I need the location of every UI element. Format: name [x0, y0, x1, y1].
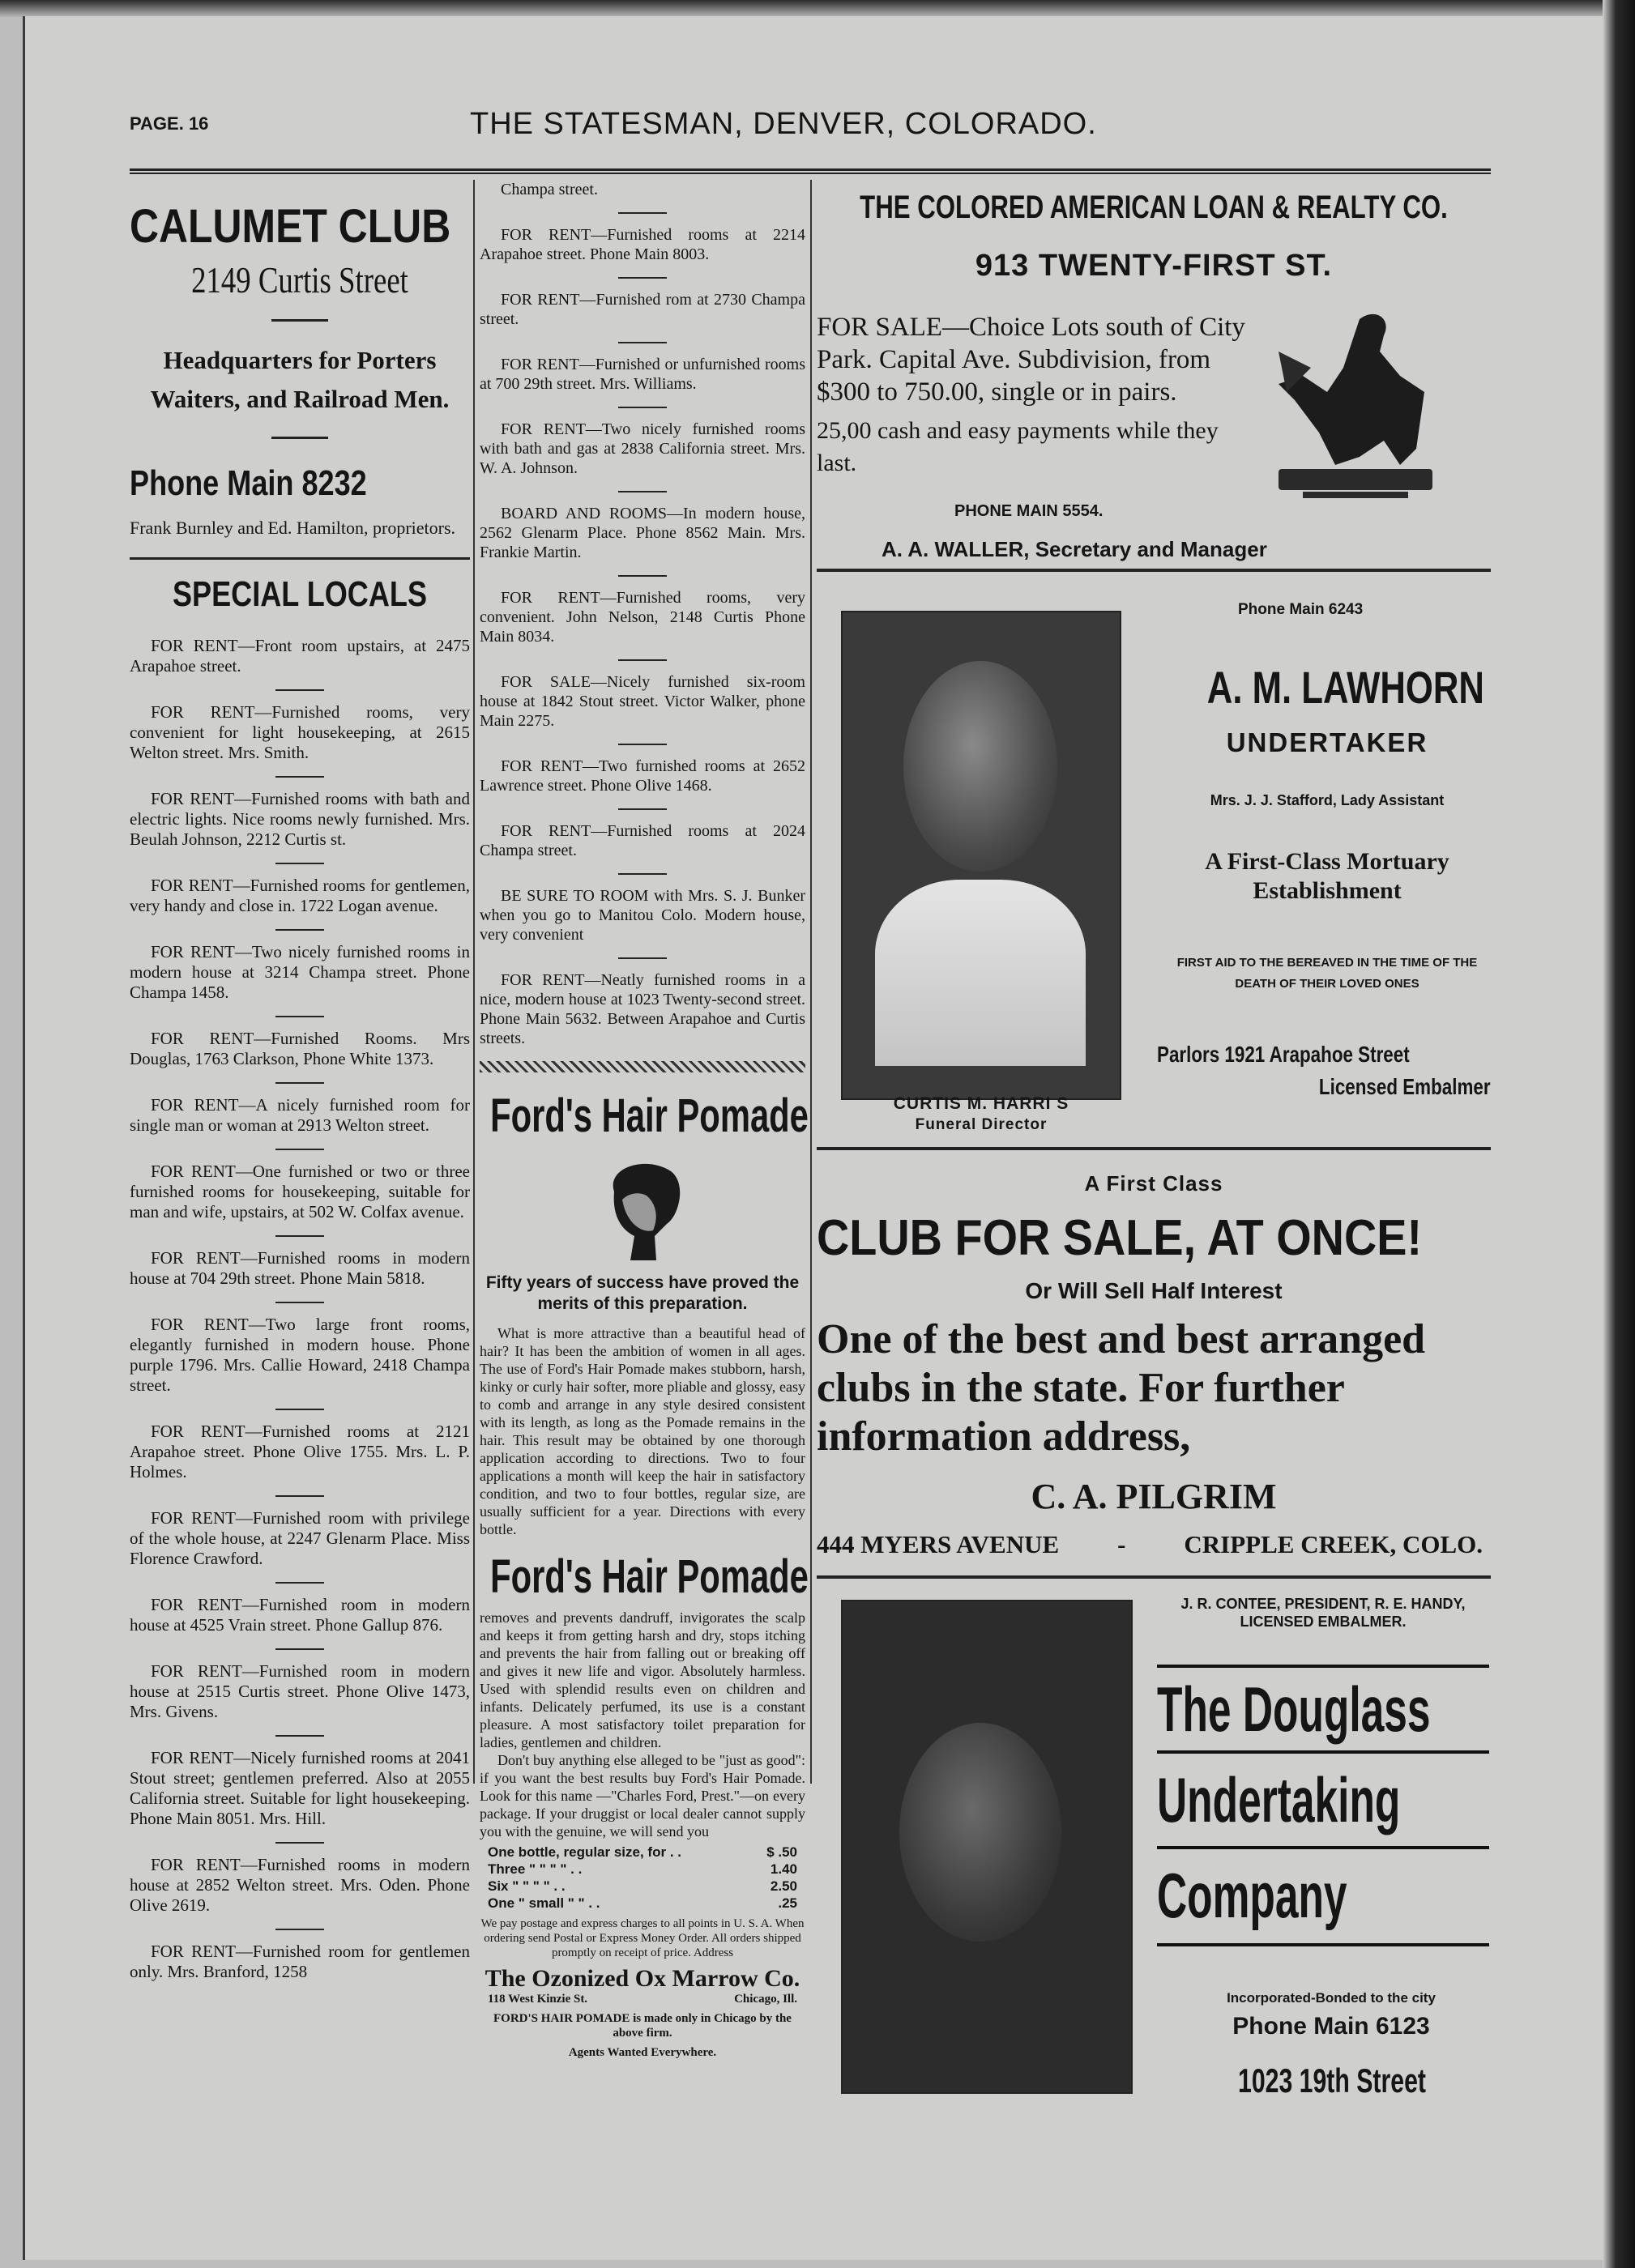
loan-manager: A. A. WALLER, Secretary and Manager [882, 537, 1267, 561]
pomade-headline: Ford's Hair Pomade [490, 1089, 809, 1142]
divider [275, 689, 324, 691]
divider [618, 342, 667, 343]
club-sale-address [817, 1530, 1491, 1559]
loan-company-street: 913 TWENTY-FIRST ST. [975, 249, 1333, 283]
divider [275, 1082, 324, 1084]
divider [618, 957, 667, 959]
price-list [480, 1844, 805, 1912]
ornamental-border [480, 1061, 805, 1072]
masthead-rule [130, 168, 1491, 174]
pomade-body-3: Don't buy anything else alleged to be "just as good": if you want the best results buy Ford's Hair Pomade. Look for this name —"Charles Ford, Prest."—on every package. If your druggist or local dealer cannot supply you with the genuine, we will send you [480, 1752, 805, 1840]
scan-top-edge [0, 0, 1635, 18]
classified-ad: BE SURE TO ROOM with Mrs. S. J. Bunker when you go to Manitou Colo. Modern house, very convenient [480, 887, 805, 944]
calumet-club-proprietors: Frank Burnley and Ed. Hamilton, proprietors. [130, 518, 456, 538]
price-value: 2.50 [770, 1878, 797, 1894]
classified-ad: FOR RENT—Furnished rooms in modern house at 2852 Welton street. Mrs. Oden. Phone Olive 2619. [130, 1855, 470, 1915]
classified-ad: FOR RENT—Two large front rooms, elegantly furnished in modern house. Phone purple 1796. Mrs. Callie Howard, 2418 Champa street. [130, 1315, 470, 1395]
divider [275, 776, 324, 778]
classified-ad: BOARD AND ROOMS—In modern house, 2562 Glenarm Place. Phone 8562 Main. Mrs. Frankie Martin. [480, 505, 805, 561]
classified-ad: FOR RENT—Front room upstairs, at 2475 Arapahoe street. [130, 636, 470, 676]
column-divider [810, 180, 812, 1784]
classified-ad: FOR RENT—Furnished Rooms. Mrs Douglas, 1763 Clarkson, Phone White 1373. [130, 1029, 470, 1068]
divider [275, 1016, 324, 1017]
classified-ad: FOR RENT—Furnished room in modern house at 4525 Vrain street. Phone Gallup 876. [130, 1595, 470, 1635]
divider [275, 1302, 324, 1303]
woman-profile-icon [598, 1159, 687, 1264]
douglass-phone: Phone Main 6123 [1232, 2013, 1430, 2040]
classified-ad: FOR RENT—Furnished room for gentlemen only. Mrs. Branford, 1258 [130, 1942, 470, 1981]
club-sale-headline: CLUB FOR SALE, AT ONCE! [817, 1210, 1423, 1266]
calumet-club-phone: Phone Main 8232 [130, 463, 367, 503]
price-row [480, 1878, 805, 1895]
divider [275, 863, 324, 864]
lawhorn-parlors: Parlors 1921 Arapahoe Street [1157, 1042, 1410, 1067]
portrait-caption-role: Funeral Director [915, 1116, 1048, 1133]
lawhorn-name: A. M. LAWHORN [1206, 662, 1484, 713]
pomade-headline-2: Ford's Hair Pomade [490, 1550, 809, 1603]
douglass-rule [1157, 1846, 1489, 1849]
column-divider [473, 180, 475, 1784]
classified-ad: FOR RENT—Nicely furnished rooms at 2041 Stout street; gentlemen preferred. Also at 2055 California street. Suitable for light housekeeping. Phone Main 8051. Mrs. Hill. [130, 1748, 470, 1828]
classified-list [480, 180, 805, 1048]
divider [618, 575, 667, 577]
club-sale-street: 444 MYERS AVENUE [817, 1530, 1060, 1558]
column-left [130, 180, 470, 1995]
classified-ad: FOR RENT—Furnished rooms, very convenient. John Nelson, 2148 Curtis Phone Main 8034. [480, 589, 805, 646]
douglass-officers: J. R. CONTEE, PRESIDENT, R. E. HANDY, LICENSED EMBALMER. [1180, 1596, 1466, 1630]
calumet-club-headline: Headquarters for Porters Waiters, and Railroad Men. [150, 346, 450, 413]
loan-phone: PHONE MAIN 5554. [954, 502, 1104, 520]
douglass-rule [1157, 1665, 1489, 1668]
divider [618, 491, 667, 492]
club-sale-or-line: Or Will Sell Half Interest [1025, 1278, 1283, 1303]
divider [618, 212, 667, 214]
lawhorn-first-class: A First-Class Mortuary Establishment [1205, 848, 1449, 904]
divider [271, 319, 328, 322]
douglass-title-line-2: Undertaking [1157, 1764, 1401, 1835]
douglass-incorporated: Incorporated-Bonded to the city [1227, 1990, 1436, 2006]
classified-ad: FOR RENT—Furnished or unfurnished rooms at 700 29th street. Mrs. Williams. [480, 356, 805, 393]
column-middle [480, 180, 809, 2060]
price-label: One " small " " . . [488, 1895, 600, 1911]
section-rule [817, 1147, 1491, 1150]
club-sale-ad [817, 1171, 1491, 1559]
section-rule [130, 557, 470, 560]
classified-ad: FOR RENT—Furnished rooms for gentlemen, very handy and close in. 1722 Logan avenue. [130, 876, 470, 915]
douglass-title-line-3: Company [1157, 1860, 1347, 1931]
divider [271, 437, 328, 439]
divider [275, 1149, 324, 1150]
lawhorn-undertaker-ad [817, 572, 1491, 1139]
special-locals-title: SPECIAL LOCALS [172, 574, 428, 614]
price-row [480, 1895, 805, 1912]
club-sale-dash: - [1117, 1530, 1126, 1558]
classified-ad: FOR RENT—Furnished rooms at 2024 Champa street. [480, 822, 805, 859]
loan-sale-text: FOR SALE—Choice Lots south of City Park. Capital Ave. Subdivision, from $300 to 750.00, single or in pairs. [817, 313, 1245, 407]
divider [275, 1929, 324, 1930]
company-street: 118 West Kinzie St. [488, 1993, 588, 2006]
agents-wanted: Agents Wanted Everywhere. [568, 2046, 717, 2059]
lawhorn-embalmer: Licensed Embalmer [1319, 1074, 1491, 1099]
loan-realty-ad [817, 190, 1491, 561]
douglass-rule [1157, 1943, 1489, 1946]
calumet-club-name: CALUMET CLUB [130, 200, 451, 253]
club-sale-kicker: A First Class [1084, 1171, 1223, 1196]
classified-ad: Champa street. [501, 181, 598, 198]
classified-ad: FOR RENT—Furnished rooms with bath and electric lights. Nice rooms newly furnished. Mrs. Beulah Johnson, 2212 Curtis st. [130, 789, 470, 849]
classified-ad: FOR RENT—Two furnished rooms at 2652 Lawrence street. Phone Olive 1468. [480, 757, 805, 795]
classified-ad: FOR RENT—Two nicely furnished rooms in modern house at 3214 Champa street. Phone Champa 1458. [130, 942, 470, 1002]
divider [618, 659, 667, 661]
classified-ad: FOR RENT—One furnished or two or three furnished rooms for housekeeping, suitable for man and wife, upstairs, at 502 W. Colfax avenue. [130, 1162, 470, 1221]
price-value: 1.40 [770, 1861, 797, 1877]
divider [618, 873, 667, 875]
pomade-body: What is more attractive than a beautiful head of hair? It has been the ambition of women in all ages. The use of Ford's Hair Pomade makes stubborn, harsh, kinky or curly hair softer, more pliable and glossy, easy to comb and arrange in any style desired consistent with its length, as long as the Pomade remains in the hair. This result may be obtained by one thorough application according to directions. Two to four applications a month will keep the hair in satisfactory condition, and two to four bottles, regular size, are usually sufficient for a year. Directions with every bottle. [480, 1325, 805, 1537]
classified-ad: FOR RENT—Furnished room in modern house at 2515 Curtis street. Phone Olive 1473, Mrs. Givens. [130, 1661, 470, 1721]
company-city: Chicago, Ill. [734, 1993, 797, 2006]
pomade-body-2: removes and prevents dandruff, invigorates the scalp and keeps it from getting harsh and dry, stops itching and prevents the hair from falling out or breaking off and gives it new life and vigor. Absolutely harmless. Used with splendid results even on children and infants. Delicately perfumed, its use is a constant pleasure. A most satisfactory toilet preparation for ladies, gentlemen and children. [480, 1609, 805, 1750]
company-name: The Ozonized Ox Marrow Co. [485, 1965, 800, 1992]
divider [618, 808, 667, 810]
divider [275, 1495, 324, 1497]
portrait-photo [841, 611, 1121, 1100]
classified-ad: FOR RENT—A nicely furnished room for single man or woman at 2913 Welton street. [130, 1095, 470, 1135]
calumet-club-address: 2149 Curtis Street [191, 259, 408, 301]
douglass-undertaking-ad [817, 1579, 1491, 2113]
classified-list [130, 636, 470, 1982]
classified-ad: FOR RENT—Two nicely furnished rooms with bath and gas at 2838 California street. Mrs. W. A. Johnson. [480, 420, 805, 477]
newspaper-title: THE STATESMAN, DENVER, COLORADO. [470, 107, 1097, 141]
divider [275, 1735, 324, 1737]
price-label: One bottle, regular size, for . . [488, 1844, 681, 1860]
price-label: Three " " " " . . [488, 1861, 583, 1877]
scan-right-edge [1603, 0, 1635, 2268]
douglass-title-line-1: The Douglass [1157, 1673, 1431, 1745]
club-sale-body: One of the best and best arranged clubs in the state. For further information address, [817, 1316, 1426, 1460]
club-sale-contact: C. A. PILGRIM [1031, 1477, 1277, 1516]
lawhorn-phone: Phone Main 6243 [1238, 601, 1364, 618]
lawhorn-first-aid: FIRST AID TO THE BEREAVED IN THE TIME OF THE DEATH OF THEIR LOVED ONES [1176, 956, 1478, 991]
column-right [817, 180, 1491, 2113]
divider [275, 1842, 324, 1844]
lawhorn-assistant: Mrs. J. J. Stafford, Lady Assistant [1210, 792, 1445, 808]
divider [618, 407, 667, 408]
divider [275, 1582, 324, 1584]
portrait-caption-name: CURTIS M. HARRI S [893, 1094, 1069, 1113]
divider [275, 1648, 324, 1650]
divider [618, 744, 667, 745]
postage-note: We pay postage and express charges to all points in U. S. A. When ordering send Postal or Express Money Order. All orders shipped promptly on receipt of price. Address [480, 1917, 805, 1959]
divider [275, 1235, 324, 1237]
portrait-photo [841, 1600, 1133, 2094]
price-row [480, 1844, 805, 1861]
classified-ad: FOR RENT—Furnished rooms at 2214 Arapahoe street. Phone Main 8003. [480, 226, 805, 263]
classified-ad: FOR RENT—Furnished rooms in modern house at 704 29th street. Phone Main 5818. [130, 1248, 470, 1288]
club-sale-city: CRIPPLE CREEK, COLO. [1184, 1530, 1483, 1558]
divider [275, 1409, 324, 1410]
page-number: PAGE. 16 [130, 113, 209, 134]
classified-ad: FOR RENT—Furnished rooms, very convenient for light housekeeping, at 2615 Welton street. Mrs. Smith. [130, 702, 470, 762]
douglass-rule [1157, 1750, 1489, 1754]
classified-ad: FOR RENT—Furnished rooms at 2121 Arapahoe street. Phone Olive 1755. Mrs. L. P. Holmes. [130, 1422, 470, 1481]
divider [275, 929, 324, 931]
classified-ad: FOR SALE—Nicely furnished six-room house at 1842 Stout street. Victor Walker, phone Main 2275. [480, 673, 805, 730]
classified-ad: FOR RENT—Furnished rom at 2730 Champa street. [480, 291, 805, 328]
price-value: $ .50 [766, 1844, 797, 1860]
classified-ad: FOR RENT—Furnished room with privilege of the whole house, at 2247 Glenarm Place. Miss Florence Crawford. [130, 1508, 470, 1568]
divider [618, 277, 667, 279]
pomade-subhead: Fifty years of success have proved the merits of this preparation. [485, 1273, 800, 1313]
lawhorn-role: UNDERTAKER [1226, 727, 1428, 757]
loan-terms: 25,00 cash and easy payments while they last. [817, 417, 1219, 476]
company-address [480, 1993, 805, 2006]
classified-ad: FOR RENT—Neatly furnished rooms in a nice, modern house at 1023 Twenty-second street. Phone Main 5632. Between Arapahoe and Curtis streets. [480, 971, 805, 1047]
price-label: Six " " " " . . [488, 1878, 566, 1894]
price-row [480, 1861, 805, 1878]
made-only-note: FORD'S HAIR POMADE is made only in Chicago by the above firm. [493, 2012, 792, 2040]
price-value: .25 [778, 1895, 797, 1911]
douglass-address: 1023 19th Street [1238, 2061, 1426, 2100]
loan-company-title: THE COLORED AMERICAN LOAN & REALTY CO. [860, 190, 1448, 225]
horse-rider-emblem-icon [1262, 303, 1449, 505]
